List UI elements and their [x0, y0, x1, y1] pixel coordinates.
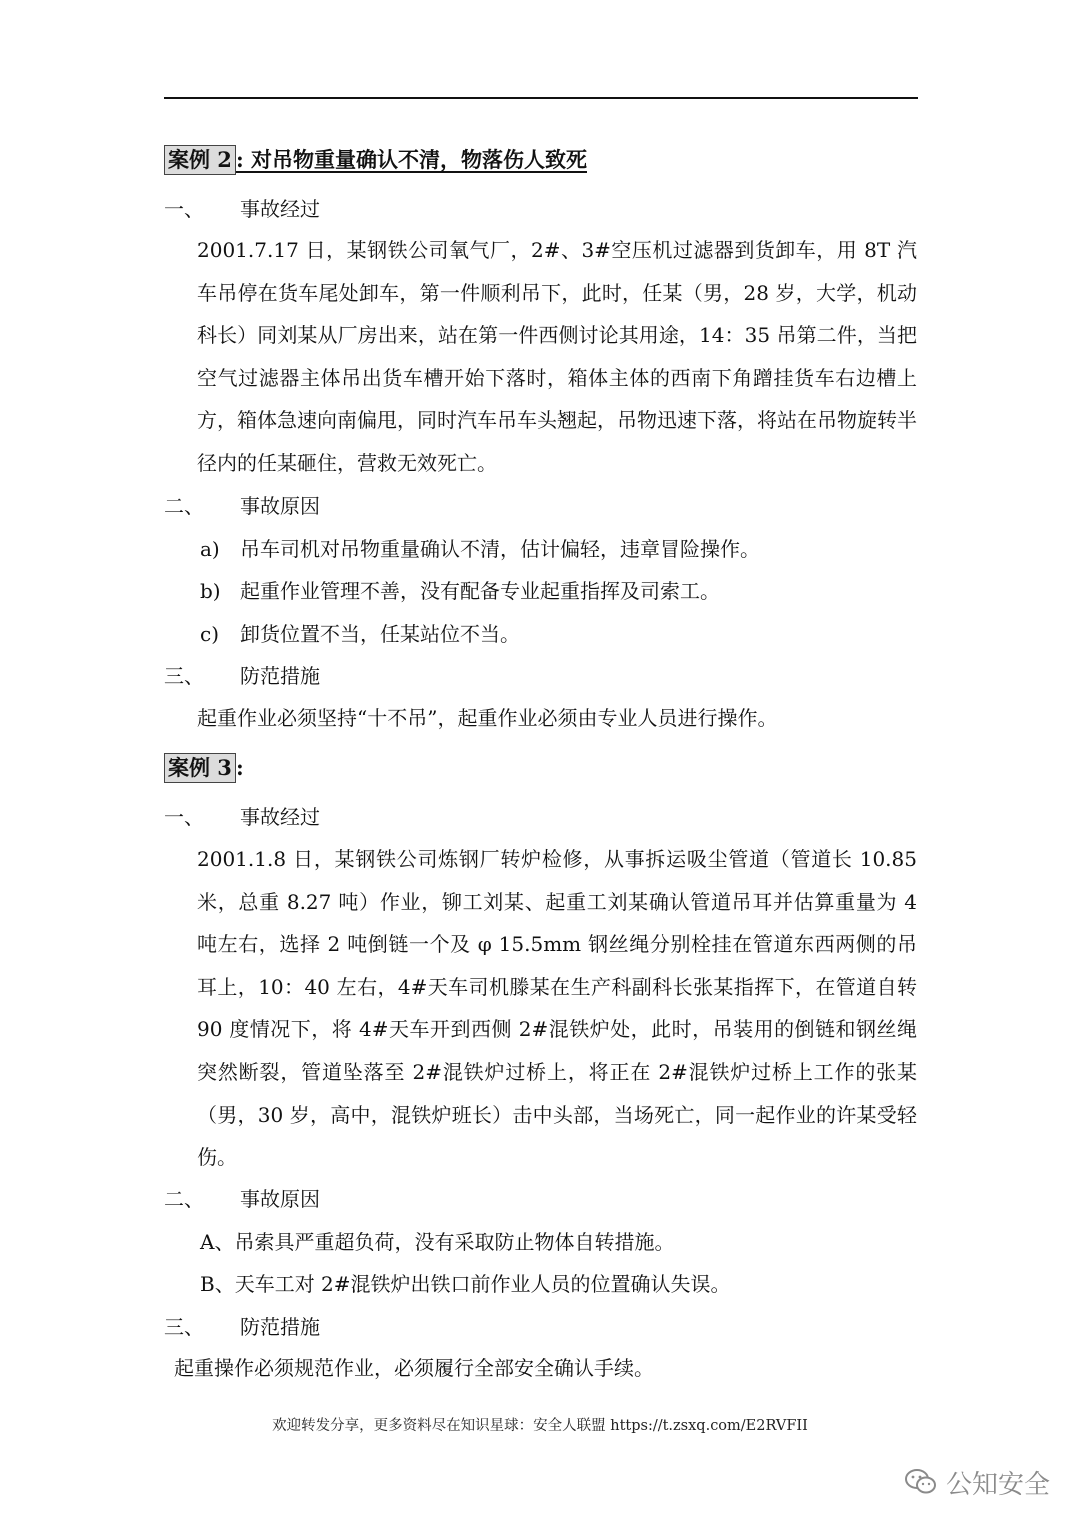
- case2-title: [164, 145, 587, 175]
- case2-section-2-heading: [164, 491, 320, 521]
- section-number: 一、: [164, 197, 204, 221]
- case3-accident-description: 2001.1.8 日，某钢铁公司炼钢厂转炉检修，从事拆运吸尘管道（管道长 10.85 米，总重 8.27 吨）作业，铆工刘某、起重工刘某确认管道吊耳并估算重量为 4 吨左右，选择 2 吨倒链一个及 φ 15.5mm 钢丝绳分别栓挂在管道东西两侧的吊耳上，10：40 左右，4#天车司机滕某在生产科副科长张某指挥下，在管道自转 90 度情况下，将 4#天车开到西侧 2#混铁炉处，此时，吊装用的倒链和钢丝绳突然断裂，管道坠落至 2#混铁炉过桥上，将正在 2#混铁炉过桥上工作的张某（男，30 岁，高中，混铁炉班长）击中头部，当场死亡，同一起作业的许某受轻伤。: [197, 847, 917, 1170]
- cause-label: A、: [200, 1230, 235, 1254]
- cause-label: a): [200, 537, 220, 561]
- section-title: 事故原因: [240, 494, 320, 518]
- case2-cause-b: [200, 576, 720, 606]
- cause-text: 天车工对 2#混铁炉出铁口前作业人员的位置确认失误。: [234, 1272, 731, 1296]
- section-number: 二、: [164, 1187, 204, 1211]
- case3-prevention-text: 起重操作必须规范作业，必须履行全部安全确认手续。: [174, 1356, 654, 1380]
- case3-section-2-heading: [164, 1184, 320, 1214]
- watermark: [904, 1462, 1050, 1502]
- case3-label: 案例 3: [164, 753, 236, 783]
- case2-accident-description: 2001.7.17 日，某钢铁公司氧气厂，2#、3#空压机过滤器到货卸车，用 8T 汽车吊停在货车尾处卸车，第一件顺利吊下，此时，任某（男，28 岁，大学，机动科长）同刘某从厂房出来，站在第一件西侧讨论其用途，14：35 吊第二件，当把空气过滤器主体吊出货车槽开始下落时，箱体主体的西南下角蹭挂货车右边槽上方，箱体急速向南偏甩，同时汽车吊车头翘起，吊物迅速下落，将站在吊物旋转半径内的任某砸住，营救无效死亡。: [197, 238, 917, 475]
- cause-text: 卸货位置不当，任某站位不当。: [240, 622, 520, 646]
- case3-cause-b: [200, 1269, 731, 1299]
- case2-prevention-text: 起重作业必须坚持“十不吊”，起重作业必须由专业人员进行操作。: [197, 706, 778, 730]
- case2-cause-c: [200, 619, 520, 649]
- cause-text: 吊车司机对吊物重量确认不清，估计偏轻，违章冒险操作。: [240, 537, 760, 561]
- case2-title-text: : 对吊物重量确认不清，物落伤人致死: [235, 147, 587, 172]
- cause-text: 起重作业管理不善，没有配备专业起重指挥及司索工。: [240, 579, 720, 603]
- case3-section-3-heading: [164, 1312, 320, 1342]
- case3-title-text: :: [235, 755, 244, 780]
- case2-section-3-heading: [164, 661, 320, 691]
- case3-section-1-heading: [164, 802, 320, 832]
- section-title: 事故经过: [240, 805, 320, 829]
- cause-label: b): [200, 579, 221, 603]
- case2-cause-a: [200, 534, 760, 564]
- section-number: 二、: [164, 494, 204, 518]
- wechat-icon: [904, 1467, 938, 1497]
- case3-cause-a: [200, 1227, 674, 1257]
- section-title: 事故原因: [240, 1187, 320, 1211]
- cause-label: c): [200, 622, 220, 646]
- section-number: 一、: [164, 805, 204, 829]
- section-title: 防范措施: [240, 1315, 320, 1339]
- section-number: 三、: [164, 1315, 204, 1339]
- section-title: 事故经过: [240, 197, 320, 221]
- watermark-text: 公知安全: [945, 1469, 1050, 1500]
- case3-title: [164, 753, 244, 783]
- case2-section-1-heading: [164, 194, 320, 224]
- page-footer: 欢迎转发分享，更多资料尽在知识星球：安全人联盟 https://t.zsxq.com/E2RVFII: [272, 1418, 808, 1434]
- section-title: 防范措施: [240, 664, 320, 688]
- section-number: 三、: [164, 664, 204, 688]
- cause-label: B、: [200, 1272, 235, 1296]
- cause-text: 吊索具严重超负荷，没有采取防止物体自转措施。: [234, 1230, 675, 1254]
- header-rule: [164, 97, 918, 99]
- case2-label: 案例 2: [164, 145, 236, 175]
